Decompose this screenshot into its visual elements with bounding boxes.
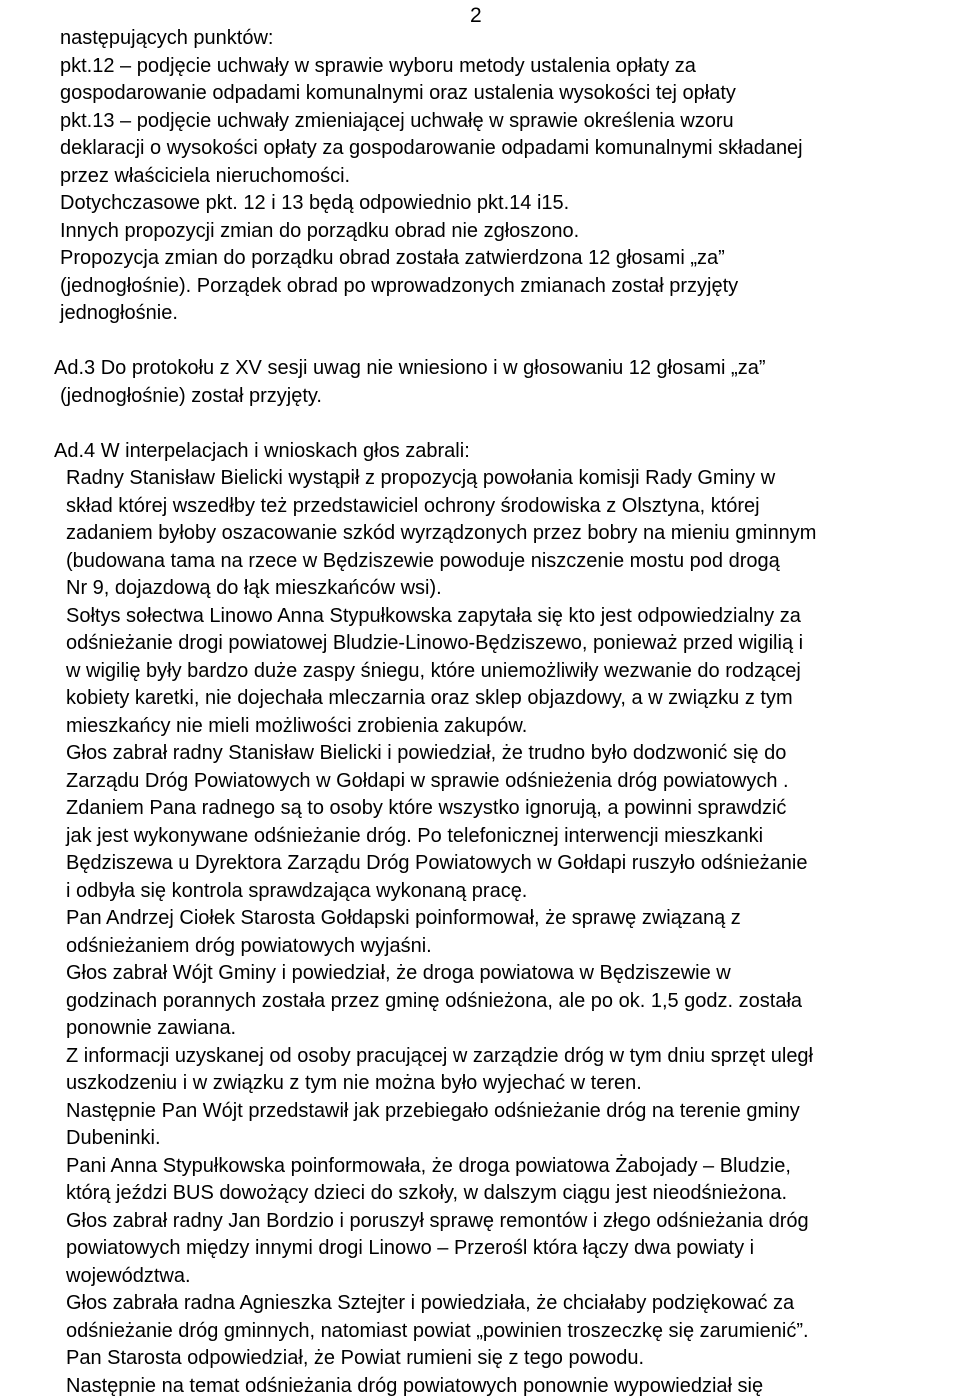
text-line: województwa. [66,1264,191,1287]
text-line: powiatowych między innymi drogi Linowo – Przerośl która łączy dwa powiaty i [66,1237,755,1259]
text-line: przez właściciela nieruchomości. [60,164,351,187]
text-line: mieszkańcy nie mieli możliwości zrobienia zakupów. [66,714,528,737]
text-line: uszkodzeniu i w związku z tym nie można było wyjechać w teren. [66,1072,642,1094]
text-line: deklaracji o wysokości opłaty za gospodarowanie odpadami komunalnymi składanej [60,137,803,159]
text-line: jednogłośnie. [60,302,178,324]
text-line: Głos zabrał radny Stanisław Bielicki i powiedział, że trudno było dodzwonić się do [66,742,787,764]
text-line: gospodarowanie odpadami komunalnymi oraz ustalenia wysokości tej opłaty [60,82,736,104]
text-line: i odbyła się kontrola sprawdzająca wykonaną pracę. [66,879,528,902]
text-line: Ad.3 Do protokołu z XV sesji uwag nie wniesiono i w głosowaniu 12 głosami „za” [54,357,766,379]
text-line: pkt.12 – podjęcie uchwały w sprawie wyboru metody ustalenia opłaty za [60,54,696,77]
text-line: zadaniem byłoby oszacowanie szkód wyrządzonych przez bobry na mieniu gminnym [66,522,817,544]
text-line: jak jest wykonywane odśnieżanie dróg. Po telefonicznej interwencji mieszkanki [66,824,764,847]
text-line: następujących punktów: [60,27,274,49]
ad3-section [54,355,960,410]
text-line: Głos zabrał Wójt Gminy i powiedział, że droga powiatowa w Będziszewie w [66,962,731,984]
text-line: Zarządu Dróg Powiatowych w Gołdapi w sprawie odśnieżenia dróg powiatowych . [66,769,789,792]
text-line: Radny Stanisław Bielicki wystąpił z propozycją powołania komisji Rady Gminy w [66,467,776,489]
ad4-section [54,438,960,1400]
text-line: (budowana tama na rzece w Będziszewie powoduje niszczenie mostu pod drogą [66,549,780,572]
text-line: Pani Anna Stypułkowska poinformowała, że droga powiatowa Żabojady – Bludzie, [66,1154,791,1177]
text-line: Dubeninki. [66,1127,161,1149]
text-line: odśnieżanie dróg gminnych, natomiast powiat „powinien troszeczkę się zarumienić”. [66,1319,809,1342]
text-line: Będziszewa u Dyrektora Zarządu Dróg Powiatowych w Gołdapi ruszyło odśnieżanie [66,852,808,874]
text-line: którą jeździ BUS dowożący dzieci do szkoły, w dalszym ciągu jest nieodśnieżona. [66,1182,788,1204]
intro-section [60,25,960,328]
paragraph-spacer [60,328,960,356]
text-line: skład której wszedłby też przedstawiciel ochrony środowiska z Olsztyna, której [66,494,760,517]
text-line: Z informacji uzyskanej od osoby pracującej w zarządzie dróg w tym dniu sprzęt uległ [66,1044,814,1067]
text-line: w wigilię były bardzo duże zaspy śniegu, które uniemożliwiły wezwanie do rodzącej [66,659,801,682]
text-line: Innych propozycji zmian do porządku obrad nie zgłoszono. [60,219,580,242]
text-line: odśnieżaniem dróg powiatowych wyjaśni. [66,934,432,957]
text-line: ponownie zawiana. [66,1017,237,1039]
page-number: 2 [470,4,482,27]
text-line: Sołtys sołectwa Linowo Anna Stypułkowska zapytała się kto jest odpowiedzialny za [66,604,801,627]
text-line: Pan Starosta odpowiedział, że Powiat rumieni się z tego powodu. [66,1347,645,1369]
text-line: Głos zabrała radna Agnieszka Sztejter i powiedziała, że chciałaby podziękować za [66,1292,795,1314]
text-line: Propozycja zmian do porządku obrad została zatwierdzona 12 głosami „za” [60,247,725,269]
text-line: godzinach porannych została przez gminę odśnieżona, ale po ok. 1,5 godz. została [66,989,803,1012]
document-body [54,25,960,1400]
text-line: (jednogłośnie). Porządek obrad po wprowadzonych zmianach został przyjęty [60,274,739,297]
text-line: Głos zabrał radny Jan Bordzio i poruszył sprawę remontów i złego odśnieżania dróg [66,1209,809,1232]
paragraph-spacer [60,410,960,438]
text-line: Następnie na temat odśnieżania dróg powiatowych ponownie wypowiedział się [66,1374,764,1397]
text-line: odśnieżanie drogi powiatowej Bludzie-Linowo-Będziszewo, ponieważ przed wigilią i [66,632,804,654]
text-line: kobiety karetki, nie dojechała mleczarnia oraz sklep objazdowy, a w związku z tym [66,687,793,709]
text-line: pkt.13 – podjęcie uchwały zmieniającej uchwałę w sprawie określenia wzoru [60,109,734,132]
text-line: Zdaniem Pana radnego są to osoby które wszystko ignorują, a powinni sprawdzić [66,797,787,819]
text-line: Dotychczasowe pkt. 12 i 13 będą odpowiednio pkt.14 i15. [60,192,570,214]
text-line: (jednogłośnie) został przyjęty. [60,384,322,407]
ad4-heading: Ad.4 W interpelacjach i wnioskach głos zabrali: [54,439,470,462]
text-line: Pan Andrzej Ciołek Starosta Gołdapski poinformował, że sprawę związaną z [66,907,741,929]
text-line: Następnie Pan Wójt przedstawił jak przebiegało odśnieżanie dróg na terenie gminy [66,1099,800,1122]
text-line: Nr 9, dojazdową do łąk mieszkańców wsi). [66,577,442,599]
